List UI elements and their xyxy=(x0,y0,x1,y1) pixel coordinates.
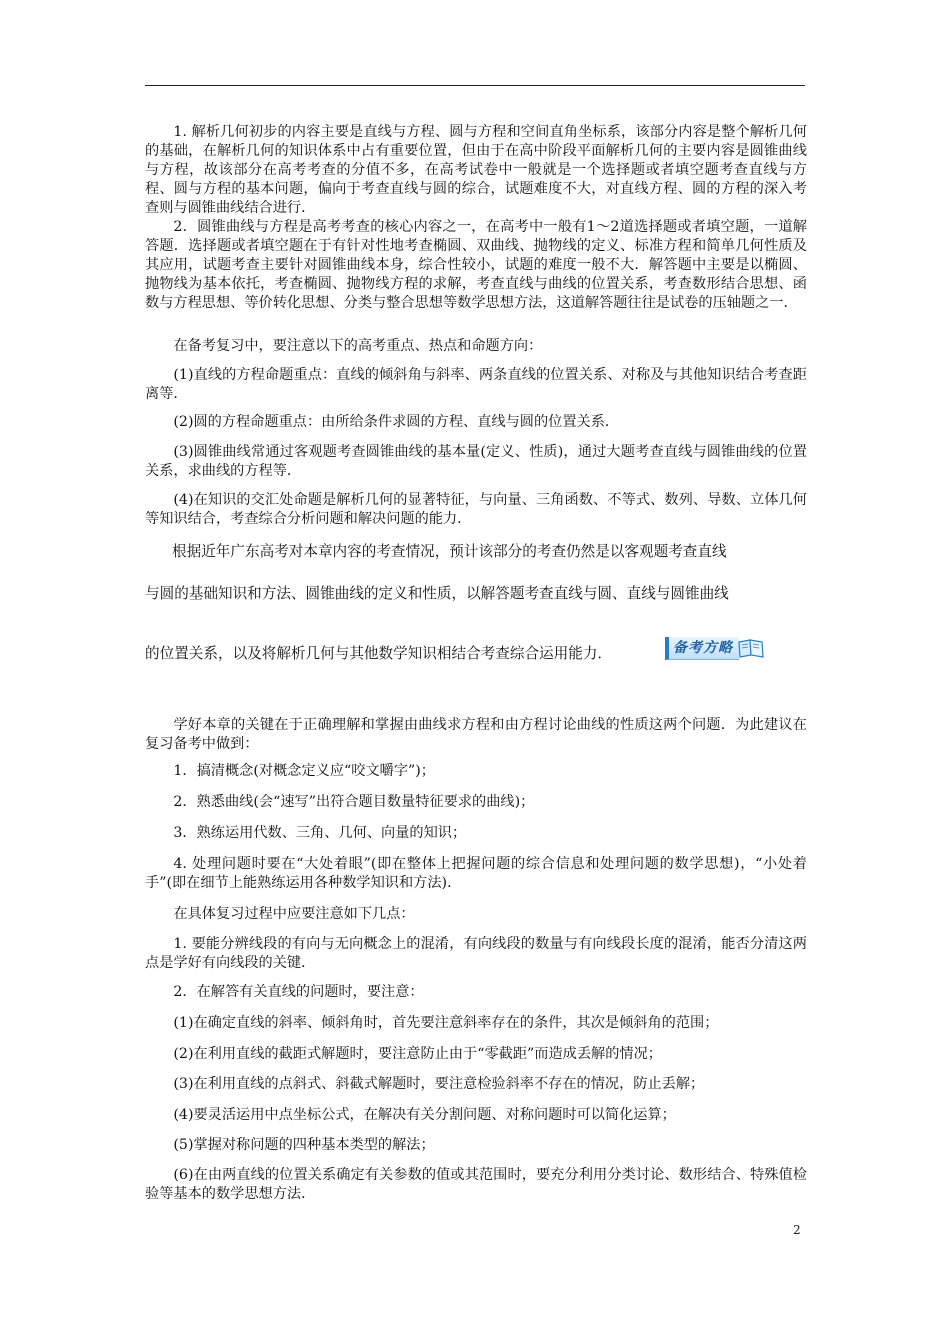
paragraph-subnote-2: (2)在利用直线的截距式解题时，要注意防止由于“零截距”而造成丢解的情况； xyxy=(173,1046,662,1062)
header-rule xyxy=(145,85,805,86)
paragraph-subnote-6: (6)在由两直线的位置关系确定有关参数的值或其范围时，要充分利用分类讨论、数形结合、特殊值检验等基本的数学思想方法． xyxy=(145,1167,807,1202)
paragraph-subnote-4: (4)要灵活运用中点坐标公式，在解决有关分割问题、对称问题时可以简化运算； xyxy=(173,1107,676,1123)
paragraph-advice-2: 2．熟悉曲线(会“速写”出符合题目数量特征要求的曲线)； xyxy=(173,794,535,810)
paragraph-point-1: (1)直线的方程命题重点：直线的倾斜角与斜率、两条直线的位置关系、对称及与其他知识结合考查距离等． xyxy=(145,367,807,402)
paragraph-key: 学好本章的关键在于正确理解和掌握由曲线求方程和由方程讨论曲线的性质这两个问题．为此建议在复习备考中做到： xyxy=(145,717,807,752)
strategy-badge xyxy=(665,635,781,661)
paragraph-notes-intro: 在具体复习过程中应要注意如下几点： xyxy=(173,906,415,922)
paragraph-advice-1: 1．搞清概念(对概念定义应“咬文嚼字”)； xyxy=(173,763,435,779)
paragraph-subnote-1: (1)在确定直线的斜率、倾斜角时，首先要注意斜率存在的条件，其次是倾斜角的范围； xyxy=(173,1015,719,1031)
paragraph-subnote-3: (3)在利用直线的点斜式、斜截式解题时，要注意检验斜率不存在的情况，防止丢解； xyxy=(173,1076,705,1092)
paragraph-point-4: (4)在知识的交汇处命题是解析几何的显著特征，与向量、三角函数、不等式、数列、导数、立体几何等知识结合，考查综合分析问题和解决问题的能力． xyxy=(145,492,807,527)
paragraph-intro-2: 2．圆锥曲线与方程是高考考查的核心内容之一，在高考中一般有1～2道选择题或者填空题，一道解答题．选择题或者填空题在于有针对性地考查椭圆、双曲线、抛物线的定义、标准方程和简单几何性质及其应用，试题考查主要针对圆锥曲线本身，综合性较小，试题的难度一般不大．解答题中主要是以椭圆、抛物线为基本依托，考查椭圆、抛物线方程的求解，考查直线与曲线的位置关系，考查数形结合思想、函数与方程思想、等价转化思想、分类与整合思想等数学思想方法，这道解答题往往是试卷的压轴题之一． xyxy=(145,219,807,311)
paragraph-advice-3: 3．熟练运用代数、三角、几何、向量的知识； xyxy=(173,825,467,841)
forecast-line-2: 与圆的基础知识和方法、圆锥曲线的定义和性质，以解答题考查直线与圆、直线与圆锥曲线 xyxy=(145,585,729,602)
paragraph-point-3: (3)圆锥曲线常通过客观题考查圆锥曲线的基本量(定义、性质)，通过大题考查直线与圆锥曲线的位置关系，求曲线的方程等． xyxy=(145,444,807,479)
paragraph-subnote-5: (5)掌握对称问题的四种基本类型的解法； xyxy=(173,1137,435,1153)
paragraph-review-intro: 在备考复习中，要注意以下的高考重点、热点和命题方向： xyxy=(173,338,543,354)
forecast-line-3: 的位置关系，以及将解析几何与其他数学知识相结合考查综合运用能力． xyxy=(145,645,613,662)
forecast-line-1: 根据近年广东高考对本章内容的考查情况，预计该部分的考查仍然是以客观题考查直线 xyxy=(172,543,727,560)
paragraph-point-2: (2)圆的方程命题重点：由所给条件求圆的方程、直线与圆的位置关系． xyxy=(173,414,620,430)
paragraph-note-1: 1. 要能分辨线段的有向与无向概念上的混淆，有向线段的数量与有向线段长度的混淆，能否分清这两点是学好有向线段的关键． xyxy=(145,936,807,971)
page-number: 2 xyxy=(793,1223,801,1237)
paragraph-note-2: 2．在解答有关直线的问题时，要注意： xyxy=(173,984,424,1000)
badge-label: 备考方略 xyxy=(665,637,739,660)
paragraph-advice-4: 4. 处理问题时要在“大处着眼”(即在整体上把握问题的综合信息和处理问题的数学思想)，“小处着手”(即在细节上能熟练运用各种数学知识和方法)． xyxy=(145,856,807,891)
paragraph-intro-1: 1. 解析几何初步的内容主要是直线与方程、圆与方程和空间直角坐标系，该部分内容是整个解析几何的基础，在解析几何的知识体系中占有重要位置，但由于在高中阶段平面解析几何的主要内容是圆锥曲线与方程，故该部分在高考考查的分值不多，在高考试卷中一般就是一个选择题或者填空题考查直线与方程、圆与方程的基本问题，偏向于考查直线与圆的综合，试题难度不大，对直线方程、圆的方程的深入考查则与圆锥曲线结合进行． xyxy=(145,124,807,216)
open-book-icon xyxy=(737,637,765,659)
